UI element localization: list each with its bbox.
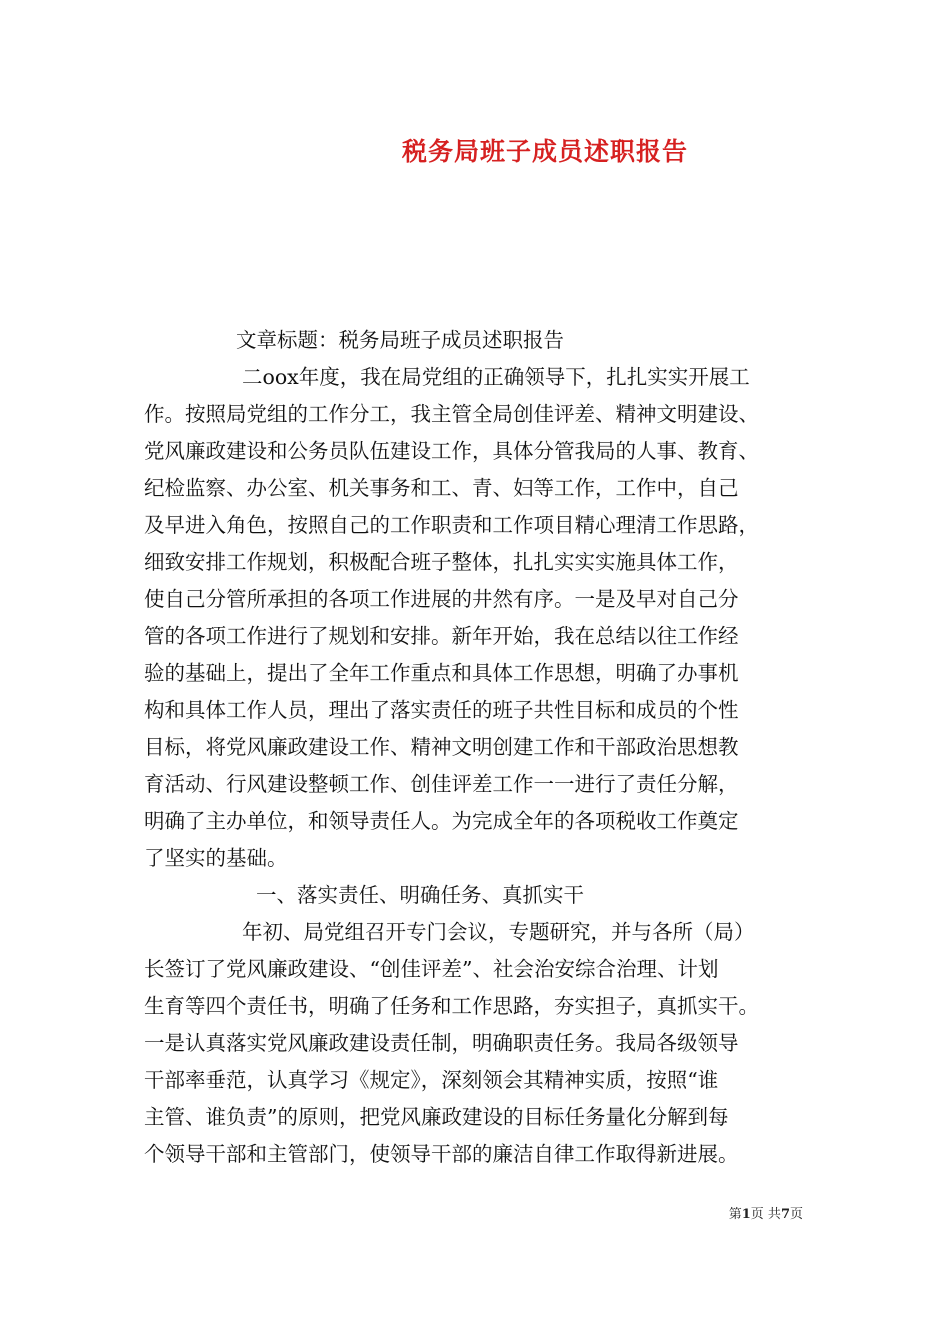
total-pages-number: 7 bbox=[780, 1207, 790, 1222]
paragraph-line: 构和具体工作人员，理出了落实责任的班子共性目标和成员的个性 bbox=[144, 698, 739, 722]
paragraph-line: 二oox年度，我在局党组的正确领导下，扎扎实实开展工 bbox=[242, 365, 750, 389]
document-body bbox=[144, 322, 824, 1173]
paragraph-line: 目标，将党风廉政建设工作、精神文明创建工作和干部政治思想教 bbox=[144, 735, 739, 759]
paragraph-line: 了坚实的基础。 bbox=[144, 846, 288, 870]
paragraph-line: 干部率垂范，认真学习《规定》，深刻领会其精神实质，按照“谁 bbox=[144, 1068, 719, 1092]
paragraph-line: 及早进入角色，按照自己的工作职责和工作项目精心理清工作思路， bbox=[144, 513, 759, 537]
paragraph-line: 生育等四个责任书，明确了任务和工作思路，夯实担子，真抓实干。 bbox=[144, 994, 759, 1018]
article-title-line: 文章标题：税务局班子成员述职报告 bbox=[236, 328, 564, 352]
paragraph-line: 年初、局党组召开专门会议，专题研究，并与各所（局） bbox=[242, 920, 755, 944]
paragraph-line: 主管、谁负责”的原则，把党风廉政建设的目标任务量化分解到每 bbox=[144, 1105, 729, 1129]
paragraph-line: 验的基础上，提出了全年工作重点和具体工作思想，明确了办事机 bbox=[144, 661, 739, 685]
paragraph-line: 个领导干部和主管部门，使领导干部的廉洁自律工作取得新进展。 bbox=[144, 1142, 739, 1166]
paragraph-line: 长签订了党风廉政建设、“创佳评差”、社会治安综合治理、计划 bbox=[144, 957, 719, 981]
paragraph-line: 纪检监察、办公室、机关事务和工、青、妇等工作，工作中，自己 bbox=[144, 476, 739, 500]
section-heading: 一、落实责任、明确任务、真抓实干 bbox=[256, 883, 584, 907]
current-page-number: 1 bbox=[741, 1207, 751, 1222]
paragraph-line: 育活动、行风建设整顿工作、创佳评差工作一一进行了责任分解， bbox=[144, 772, 739, 796]
paragraph-line: 使自己分管所承担的各项工作进展的井然有序。一是及早对自己分 bbox=[144, 587, 739, 611]
document-title: 税务局班子成员述职报告 bbox=[401, 137, 688, 166]
paragraph-line: 党风廉政建设和公务员队伍建设工作，具体分管我局的人事、教育、 bbox=[144, 439, 759, 463]
paragraph-line: 作。按照局党组的工作分工，我主管全局创佳评差、精神文明建设、 bbox=[144, 402, 759, 426]
footer-suffix: 页 bbox=[789, 1207, 803, 1222]
footer-middle: 页 共 bbox=[750, 1207, 781, 1222]
footer-prefix: 第 bbox=[728, 1207, 742, 1222]
paragraph-line: 一是认真落实党风廉政建设责任制，明确职责任务。我局各级领导 bbox=[144, 1031, 739, 1055]
paragraph-line: 明确了主办单位，和领导责任人。为完成全年的各项税收工作奠定 bbox=[144, 809, 739, 833]
paragraph-line: 管的各项工作进行了规划和安排。新年开始，我在总结以往工作经 bbox=[144, 624, 739, 648]
paragraph-line: 细致安排工作规划，积极配合班子整体，扎扎实实实施具体工作， bbox=[144, 550, 739, 574]
page-footer bbox=[729, 1203, 803, 1222]
